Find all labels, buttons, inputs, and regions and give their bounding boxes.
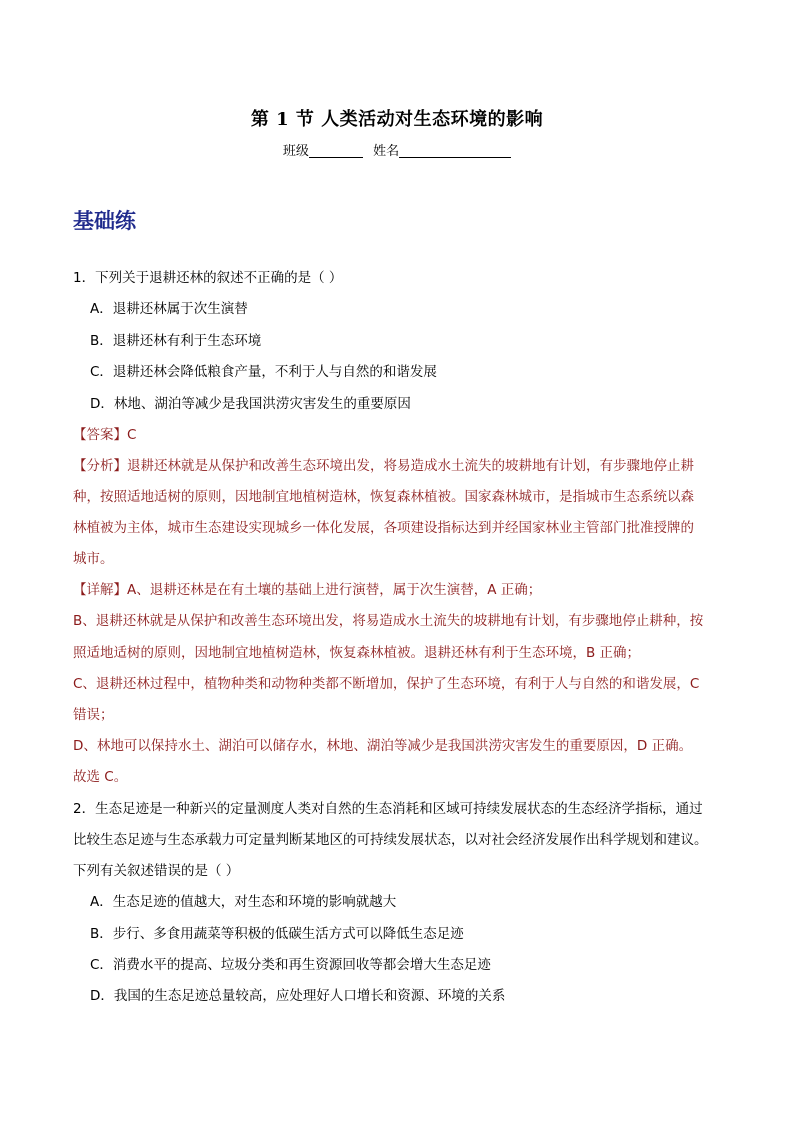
q1-detail-line: 【详解】A、退耕还林是在有土壤的基础上进行演替，属于次生演替，A 正确； [73, 582, 542, 598]
q1-detail-line: 错误； [73, 707, 114, 723]
q1-detail-line: C、退耕还林过程中，植物种类和动物种类都不断增加，保护了生态环境，有利于人与自然的和谐发展，C [73, 676, 700, 692]
q1-detail-line: 照适地适树的原则，因地制宜地植树造林，恢复森林植被。退耕还林有利于生态环境，B 正确； [73, 645, 641, 661]
q1-option-a: A．退耕还林属于次生演替 [90, 301, 248, 317]
q1-detail-line: B、退耕还林就是从保护和改善生态环境出发，将易造成水土流失的坡耕地有计划，有步骤地停止耕种，按 [73, 613, 704, 629]
class-name-line [0, 140, 794, 159]
q1-detail-line: D、林地可以保持水土、湖泊可以储存水，林地、湖泊等减少是我国洪涝灾害发生的重要原因，D 正确。 [73, 738, 693, 754]
name-label: 姓名 [373, 144, 400, 159]
q1-analysis-line: 城市。 [73, 551, 114, 567]
name-blank [399, 143, 511, 158]
q1-detail-line: 故选 C。 [73, 769, 128, 785]
q1-stem: 1．下列关于退耕还林的叙述不正确的是（ ） [73, 270, 343, 286]
class-blank [309, 143, 363, 158]
page-title: 第 1 节 人类活动对生态环境的影响 [250, 109, 544, 130]
q1-analysis-line: 【分析】退耕还林就是从保护和改善生态环境出发，将易造成水土流失的坡耕地有计划，有步骤地停止耕 [73, 458, 694, 474]
q2-stem-line: 2．生态足迹是一种新兴的定量测度人类对自然的生态消耗和区域可持续发展状态的生态经济学指标，通过 [73, 801, 703, 817]
q1-option-d: D．林地、湖泊等减少是我国洪涝灾害发生的重要原因 [90, 396, 411, 412]
q2-stem-line: 比较生态足迹与生态承载力可定量判断某地区的可持续发展状态，以对社会经济发展作出科学规划和建议。 [73, 832, 708, 848]
q2-option-c: C．消费水平的提高、垃圾分类和再生资源回收等都会增大生态足迹 [90, 957, 491, 973]
q1-analysis-line: 林植被为主体，城市生态建设实现城乡一体化发展，各项建设指标达到并经国家林业主管部门批准授牌的 [73, 520, 694, 536]
q2-stem-line: 下列有关叙述错误的是（ ） [73, 863, 240, 879]
q1-answer: 【答案】C [73, 427, 137, 443]
q2-option-b: B．步行、多食用蔬菜等积极的低碳生活方式可以降低生态足迹 [90, 926, 464, 942]
q1-analysis-line: 种，按照适地适树的原则，因地制宜地植树造林，恢复森林植被。国家森林城市，是指城市生态系统以森 [73, 489, 694, 505]
class-label: 班级 [282, 144, 309, 159]
q2-option-a: A．生态足迹的值越大，对生态和环境的影响就越大 [90, 894, 397, 910]
q1-option-b: B．退耕还林有利于生态环境 [90, 333, 262, 349]
q2-option-d: D．我国的生态足迹总量较高，应处理好人口增长和资源、环境的关系 [90, 988, 506, 1004]
section-title: 基础练 [73, 209, 136, 233]
q1-option-c: C．退耕还林会降低粮食产量，不利于人与自然的和谐发展 [90, 364, 437, 380]
